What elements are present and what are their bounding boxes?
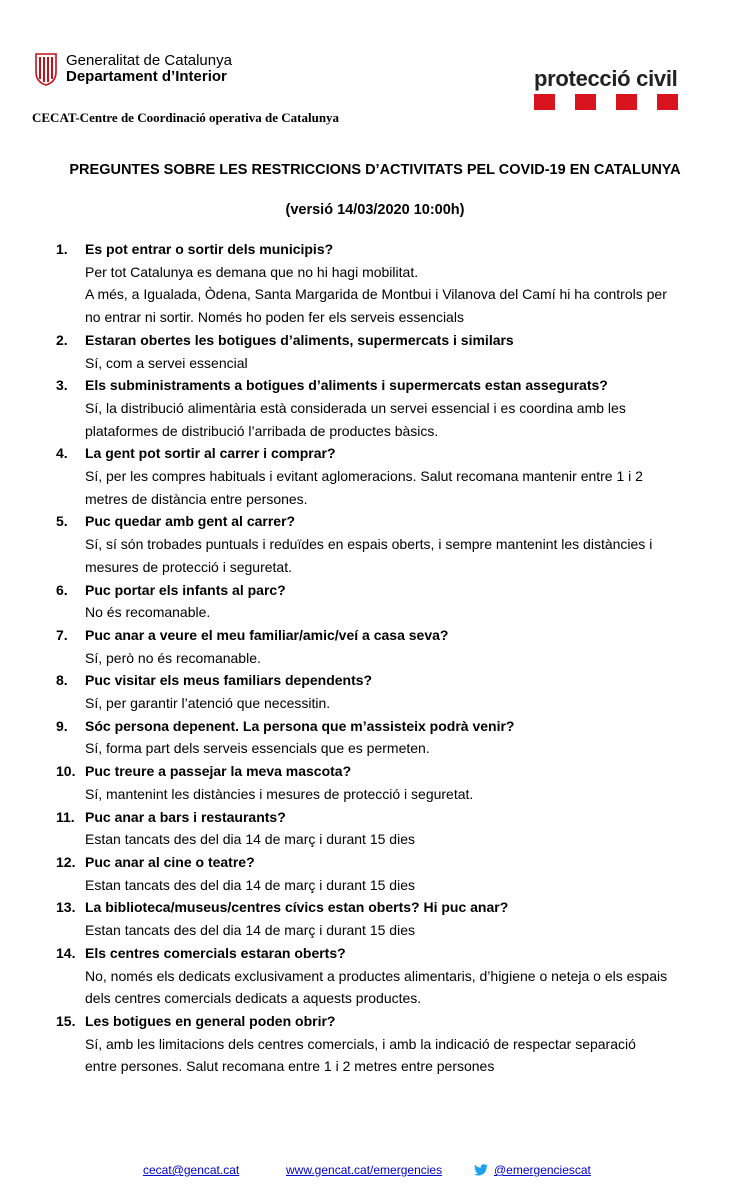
faq-number: 9. xyxy=(56,717,68,734)
faq-question: Es pot entrar o sortir dels municipis? xyxy=(85,241,334,257)
faq-answer-line: mesures de protecció i seguretat. xyxy=(85,558,292,575)
faq-answer-line: Estan tancats des del dia 14 de març i durant 15 dies xyxy=(85,876,415,893)
faq-body xyxy=(85,896,706,941)
faq-number: 3. xyxy=(56,377,68,394)
faq-item xyxy=(56,579,706,624)
faq-question: La gent pot sortir al carrer i comprar? xyxy=(85,445,336,462)
faq-answer-line: plataformes de distribució l’arribada de productes bàsics. xyxy=(85,422,439,439)
brand-square xyxy=(534,94,555,110)
faq-answer-line: Sí, com a servei essencial xyxy=(85,354,248,371)
twitter-link-wrap[interactable] xyxy=(474,1163,591,1177)
email-link[interactable]: cecat@gencat.cat xyxy=(143,1163,240,1177)
faq-item xyxy=(56,715,706,760)
proteccio-civil-logo xyxy=(534,66,678,110)
faq-body xyxy=(85,942,706,1010)
faq-item xyxy=(56,942,706,1010)
faq-answer-line: entre persones. Salut recomana entre 1 i 2 metres entre persones xyxy=(85,1058,495,1075)
faq-body xyxy=(85,669,706,714)
faq-body xyxy=(85,1010,706,1078)
org-name: CECAT-Centre de Coordinació operativa de Catalunya xyxy=(32,110,340,125)
faq-number: 14. xyxy=(56,944,76,961)
faq-body xyxy=(85,374,706,442)
faq-answer-line: dels centres comercials dedicats a aquests productes. xyxy=(85,990,422,1007)
faq-item xyxy=(56,238,706,329)
faq-body xyxy=(85,806,706,851)
faq-number: 8. xyxy=(56,672,68,689)
faq-body xyxy=(85,442,706,510)
gov-name: Generalitat de Catalunya xyxy=(66,52,232,69)
brand-square xyxy=(616,94,637,110)
faq-item xyxy=(56,329,706,374)
faq-list xyxy=(56,238,706,1078)
faq-question: Puc anar al cine o teatre? xyxy=(85,853,255,870)
faq-question: Puc quedar amb gent al carrer? xyxy=(85,513,296,530)
faq-answer-line: No, només els dedicats exclusivament a productes alimentaris, d’higiene o neteja o els espais xyxy=(85,967,668,984)
faq-number: 4. xyxy=(56,445,68,462)
faq-question: La biblioteca/museus/centres cívics estan oberts? Hi puc anar? xyxy=(85,899,509,916)
faq-number: 2. xyxy=(56,331,68,348)
faq-answer-line: Per tot Catalunya es demana que no hi hagi mobilitat. xyxy=(85,263,419,280)
faq-question: Puc anar a bars i restaurants? xyxy=(85,808,286,825)
document-title: PREGUNTES SOBRE LES RESTRICCIONS D’ACTIVITATS PEL COVID-19 EN CATALUNYA xyxy=(69,162,681,178)
faq-item xyxy=(56,510,706,578)
faq-item xyxy=(56,624,706,669)
faq-item xyxy=(56,669,706,714)
faq-answer-line: Sí, però no és recomanable. xyxy=(85,649,261,666)
faq-answer-line: Estan tancats des del dia 14 de març i durant 15 dies xyxy=(85,831,415,848)
brand-square xyxy=(575,94,596,110)
faq-answer-line: metres de distància entre persones. xyxy=(85,490,308,507)
faq-question: Sóc persona depenent. La persona que m’assisteix podrà venir? xyxy=(85,717,515,734)
department-name: Departament d’Interior xyxy=(66,68,227,85)
faq-item xyxy=(56,851,706,896)
faq-body xyxy=(85,851,706,896)
faq-number: 5. xyxy=(56,513,68,530)
faq-question: Puc portar els infants al parc? xyxy=(85,581,286,598)
faq-question: Puc visitar els meus familiars dependents? xyxy=(85,672,373,689)
faq-answer-line: Sí, la distribució alimentària està considerada un servei essencial i es coordina amb les xyxy=(85,399,626,416)
faq-answer-line: Sí, sí són trobades puntuals i reduïdes en espais oberts, i sempre mantenint les distàncies i xyxy=(85,536,653,553)
faq-item xyxy=(56,896,706,941)
faq-question: Els centres comercials estaran oberts? xyxy=(85,944,346,961)
brand-name: protecció civil xyxy=(534,66,678,91)
brand-square xyxy=(657,94,678,110)
faq-body xyxy=(85,624,706,669)
faq-body xyxy=(85,579,706,624)
faq-answer-line: Sí, amb les limitacions dels centres comercials, i amb la indicació de respectar separació xyxy=(85,1035,636,1052)
faq-body xyxy=(85,238,706,329)
faq-number: 7. xyxy=(56,626,68,643)
faq-item xyxy=(56,1010,706,1078)
twitter-handle[interactable]: @emergenciescat xyxy=(494,1163,591,1177)
faq-item xyxy=(56,760,706,805)
faq-number: 1. xyxy=(56,241,68,257)
website-link[interactable]: www.gencat.cat/emergencies xyxy=(286,1163,443,1177)
document-version: (versió 14/03/2020 10:00h) xyxy=(285,202,465,218)
faq-answer-line: Estan tancats des del dia 14 de març i durant 15 dies xyxy=(85,922,415,939)
faq-answer-line: Sí, forma part dels serveis essencials que es permeten. xyxy=(85,740,430,757)
faq-question: Puc anar a veure el meu familiar/amic/veí a casa seva? xyxy=(85,626,449,643)
faq-body xyxy=(85,510,706,578)
faq-question: Estaran obertes les botigues d’aliments, supermercats i similars xyxy=(85,331,514,348)
faq-number: 10. xyxy=(56,763,76,780)
faq-number: 6. xyxy=(56,581,68,598)
faq-number: 13. xyxy=(56,899,76,916)
faq-body xyxy=(85,715,706,760)
faq-answer-line: Sí, per garantir l’atenció que necessitin. xyxy=(85,695,331,712)
faq-question: Els subministraments a botigues d’aliments i supermercats estan assegurats? xyxy=(85,377,608,394)
faq-item xyxy=(56,374,706,442)
faq-answer-line: A més, a Igualada, Òdena, Santa Margarida de Montbui i Vilanova del Camí hi ha controls per xyxy=(85,286,667,303)
faq-answer-line: Sí, per les compres habituals i evitant aglomeracions. Salut recomana mantenir entre 1 i 2 xyxy=(85,468,643,485)
faq-answer-line: Sí, mantenint les distàncies i mesures de protecció i seguretat. xyxy=(85,785,474,802)
faq-question: Les botigues en general poden obrir? xyxy=(85,1012,336,1029)
faq-answer-line: no entrar ni sortir. Només ho poden fer els serveis essencials xyxy=(85,309,464,326)
faq-number: 15. xyxy=(56,1012,76,1029)
faq-number: 12. xyxy=(56,853,76,870)
brand-squares xyxy=(534,94,678,110)
faq-item xyxy=(56,442,706,510)
faq-number: 11. xyxy=(56,808,75,825)
gencat-header xyxy=(34,52,232,86)
faq-body xyxy=(85,760,706,805)
faq-question: Puc treure a passejar la meva mascota? xyxy=(85,763,352,780)
gencat-logo-icon xyxy=(34,52,58,86)
twitter-icon xyxy=(474,1164,488,1176)
faq-item xyxy=(56,806,706,851)
faq-body xyxy=(85,329,706,374)
faq-answer-line: No és recomanable. xyxy=(85,604,211,621)
